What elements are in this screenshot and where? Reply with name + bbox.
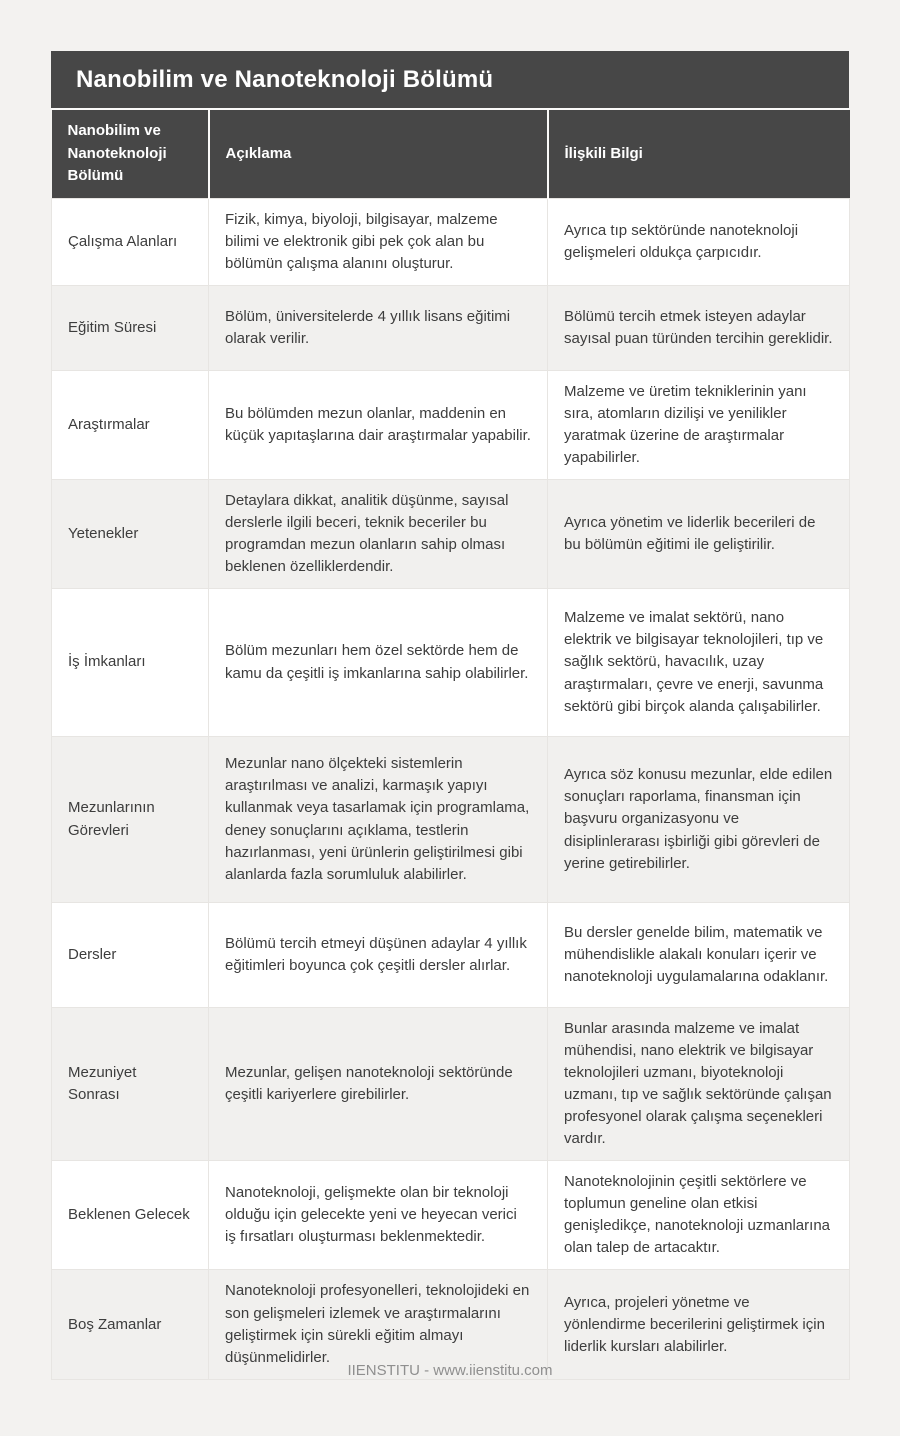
row-label: Yetenekler [52,479,209,588]
footer-credit: IIENSTITU - www.iienstitu.com [347,1362,553,1379]
table-row [52,1008,850,1161]
row-label: Dersler [52,903,209,1008]
row-description: Mezunlar nano ölçekteki sistemlerin araştırılması ve analizi, karmaşık yapıyı kullanmak veya tasarlamak için programlama, deney sonuçlarını açıklama, testlerin hazırlanması, yeni ürünlerin geliştirilmesi gibi alanlarda fazla sorumluluk alabilirler. [209,737,548,903]
row-label: İş İmkanları [52,589,209,737]
row-description: Nanoteknoloji profesyonelleri, teknolojideki en son gelişmeleri izlemek ve araştırmalarını geliştirmek için sürekli eğitim almayı düşünmelidirler. [209,1270,548,1379]
row-label: Çalışma Alanları [52,198,209,285]
table-row [52,479,850,588]
table-row [52,285,850,370]
row-related-info: Malzeme ve imalat sektörü, nano elektrik ve bilgisayar teknolojileri, tıp ve sağlık sektörü, havacılık, uzay araştırmaları, çevre ve enerji, savunma sektörü gibi birçok alanda çalışabilirler. [548,589,850,737]
document-sheet [51,51,849,1380]
row-related-info: Bu dersler genelde bilim, matematik ve mühendislikle alakalı konuları içerir ve nanoteknoloji uygulamalarına odaklanır. [548,903,850,1008]
row-label: Eğitim Süresi [52,285,209,370]
column-header-description: Açıklama [209,110,548,198]
info-table [51,110,850,1380]
page-title: Nanobilim ve Nanoteknoloji Bölümü [51,51,849,110]
row-description: Bu bölümden mezun olanlar, maddenin en küçük yapıtaşlarına dair araştırmalar yapabilir. [209,370,548,479]
table-row [52,198,850,285]
row-label: Boş Zamanlar [52,1270,209,1379]
row-related-info: Ayrıca, projeleri yönetme ve yönlendirme becerilerini geliştirmek için liderlik kursları alabilirler. [548,1270,850,1379]
row-description: Mezunlar, gelişen nanoteknoloji sektöründe çeşitli kariyerlere girebilirler. [209,1008,548,1161]
row-description: Detaylara dikkat, analitik düşünme, sayısal derslerle ilgili beceri, teknik beceriler bu programdan mezun olanların sahip olması beklenen özelliklerdendir. [209,479,548,588]
row-related-info: Ayrıca tıp sektöründe nanoteknoloji gelişmeleri oldukça çarpıcıdır. [548,198,850,285]
table-row [52,589,850,737]
row-related-info: Bunlar arasında malzeme ve imalat mühendisi, nano elektrik ve bilgisayar teknolojileri uzmanı, biyoteknoloji uzmanı, tıp ve sağlık sektöründe çalışan profesyonel olarak çalışma seçenekleri vardır. [548,1008,850,1161]
table-row [52,737,850,903]
row-label: Mezunlarının Görevleri [52,737,209,903]
row-description: Bölüm mezunları hem özel sektörde hem de kamu da çeşitli iş imkanlarına sahip olabilirler. [209,589,548,737]
row-related-info: Malzeme ve üretim tekniklerinin yanı sıra, atomların dizilişi ve yenilikler yaratmak üzerine de araştırmalar yapabilirler. [548,370,850,479]
column-header-related-info: İlişkili Bilgi [548,110,850,198]
row-related-info: Nanoteknolojinin çeşitli sektörlere ve toplumun geneline olan etkisi genişledikçe, nanoteknoloji uzmanlarına olan talep de artacaktır. [548,1161,850,1270]
row-label: Beklenen Gelecek [52,1161,209,1270]
row-label: Araştırmalar [52,370,209,479]
table-row [52,370,850,479]
row-related-info: Ayrıca söz konusu mezunlar, elde edilen sonuçları raporlama, finansman için başvuru organizasyonu ve disiplinlerarası işbirliği gibi görevleri de yerine getirebilirler. [548,737,850,903]
table-row [52,903,850,1008]
row-description: Fizik, kimya, biyoloji, bilgisayar, malzeme bilimi ve elektronik gibi pek çok alan bu bölümün çalışma alanını oluşturur. [209,198,548,285]
row-label: Mezuniyet Sonrası [52,1008,209,1161]
row-description: Bölümü tercih etmeyi düşünen adaylar 4 yıllık eğitimleri boyunca çok çeşitli dersler alırlar. [209,903,548,1008]
table-header-row [52,110,850,198]
row-description: Bölüm, üniversitelerde 4 yıllık lisans eğitimi olarak verilir. [209,285,548,370]
row-related-info: Ayrıca yönetim ve liderlik becerileri de bu bölümün eğitimi ile geliştirilir. [548,479,850,588]
row-related-info: Bölümü tercih etmek isteyen adaylar sayısal puan türünden tercihin gereklidir. [548,285,850,370]
column-header-topic: Nanobilim ve Nanoteknoloji Bölümü [52,110,209,198]
table-row [52,1161,850,1270]
row-description: Nanoteknoloji, gelişmekte olan bir teknoloji olduğu için gelecekte yeni ve heyecan verici iş fırsatları oluşturması beklenmektedir. [209,1161,548,1270]
